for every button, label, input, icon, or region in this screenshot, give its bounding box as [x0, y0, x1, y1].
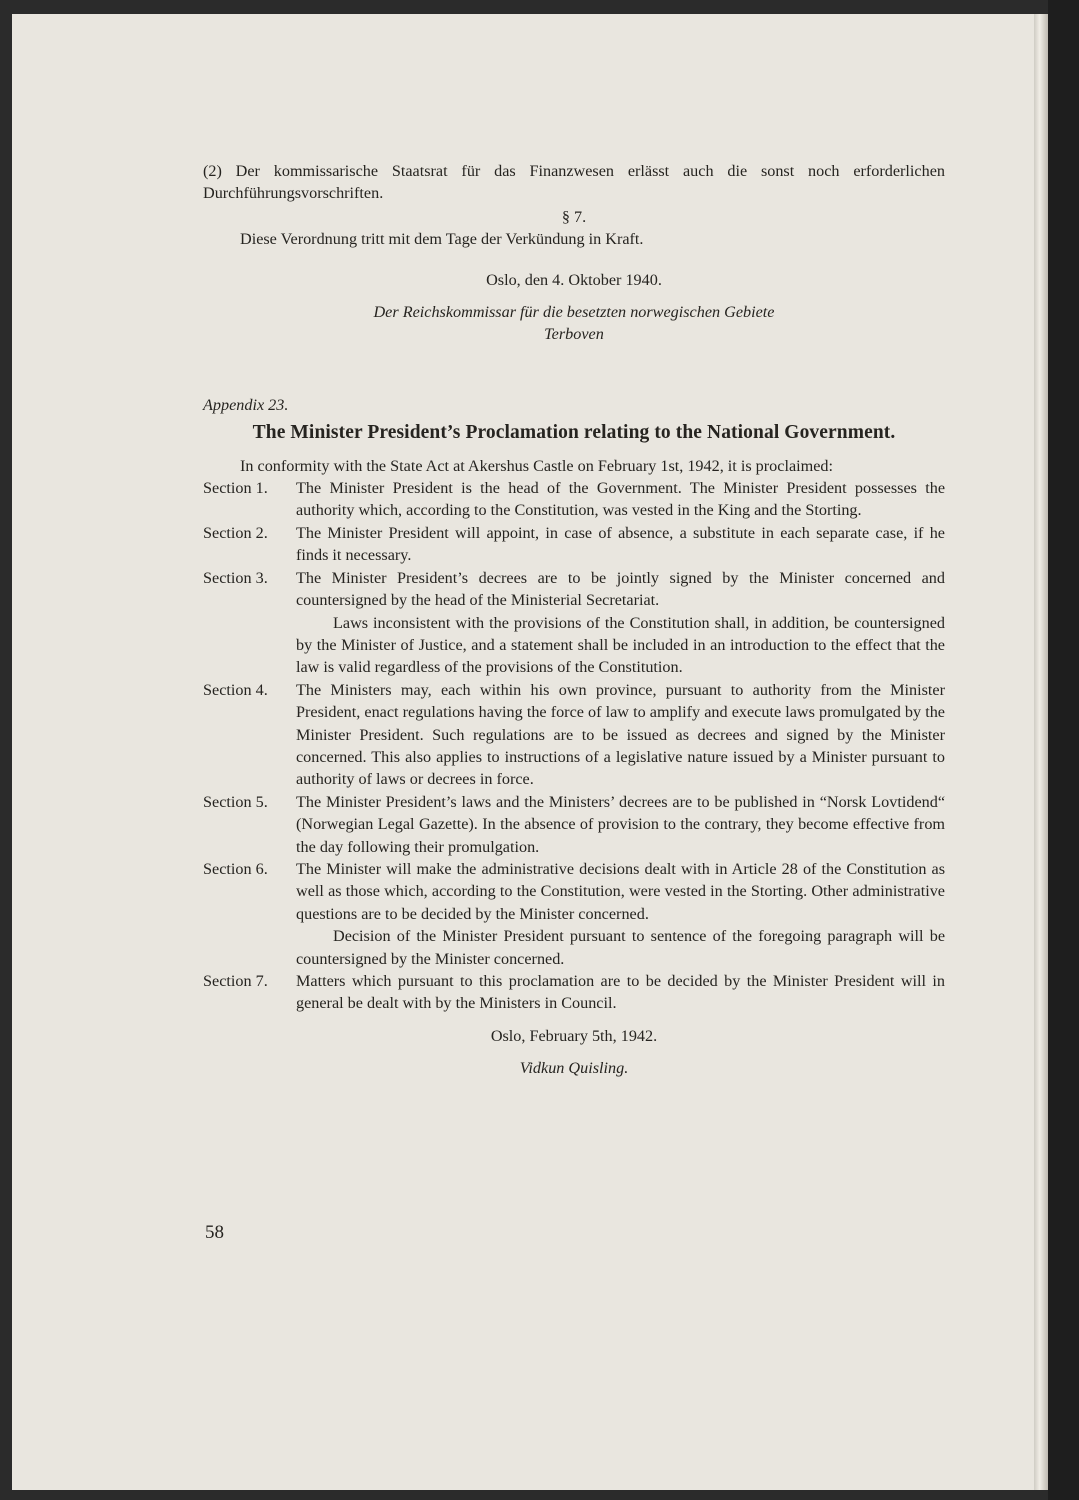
section-1	[203, 477, 945, 522]
section-text: The Minister President’s laws and the Ministers’ decrees are to be published in “Norsk Lovtidend“ (Norwegian Legal Gazette). In the absence of provision to the contrary, they become effective from the day following their promulgation.	[296, 792, 945, 856]
page-number: 58	[205, 1222, 224, 1243]
section-label: Section 1.	[203, 479, 268, 498]
page-edge	[1034, 14, 1048, 1490]
section-mark-7: § 7.	[561, 207, 587, 226]
section-4	[203, 679, 945, 791]
section-label: Section 3.	[203, 568, 268, 587]
section-label: Section 2.	[203, 523, 268, 542]
section-text: The Minister will make the administrative decisions dealt with in Article 28 of the Constitution as well as those which, according to the Constitution, were vested in the Storting. Other administrative questions are to be decided by the Minister concerned.	[296, 859, 945, 923]
scan-background-strip	[1048, 0, 1079, 1500]
appendix-signature: Vidkun Quisling.	[519, 1059, 629, 1078]
section-text: Matters which pursuant to this proclamation are to be decided by the Minister President will in general be dealt with by the Ministers in Council.	[296, 972, 945, 1013]
section-label: Section 4.	[203, 680, 268, 699]
section-6	[203, 858, 945, 925]
section-label: Section 5.	[203, 792, 268, 811]
appendix-title: The Minister President’s Proclamation relating to the National Government.	[252, 422, 896, 444]
page-content	[203, 160, 945, 1080]
section-6-continuation: Decision of the Minister President pursuant to sentence of the foregoing paragraph will be countersigned by the Minister concerned.	[296, 927, 945, 968]
german-signatory-name: Terboven	[544, 325, 604, 344]
german-signatory-title: Der Reichskommissar für die besetzten norwegischen Gebiete	[373, 303, 775, 322]
section-label: Section 7.	[203, 972, 268, 990]
section-text: The Minister President is the head of the Government. The Minister President possesses the authority which, according to the Constitution, was vested in the King and the Storting.	[296, 479, 945, 520]
appendix-intro: In conformity with the State Act at Akershus Castle on February 1st, 1942, it is proclaimed:	[240, 456, 833, 475]
german-place-date: Oslo, den 4. Oktober 1940.	[486, 270, 662, 289]
section-text: The Minister President will appoint, in case of absence, a substitute in each separate case, if he finds it necessary.	[296, 523, 945, 565]
german-final-clause: Diese Verordnung tritt mit dem Tage der Verkündung in Kraft.	[240, 230, 644, 249]
section-text: The Minister President’s decrees are to be jointly signed by the Minister concerned and countersigned by the head of the Ministerial Secretariat.	[296, 568, 945, 610]
german-paragraph-2: (2) Der kommissarische Staatsrat für das Finanzwesen erlässt auch die sonst noch erforderlichen Durchführungsvorschriften.	[203, 162, 945, 203]
appendix-place-date: Oslo, February 5th, 1942.	[490, 1026, 658, 1045]
section-2	[203, 522, 945, 567]
section-7	[203, 970, 945, 1015]
section-5	[203, 791, 945, 858]
section-3	[203, 567, 945, 612]
section-label: Section 6.	[203, 859, 268, 878]
section-text: The Ministers may, each within his own province, pursuant to authority from the Minister President, enact regulations having the force of law to amplify and execute laws promulgated by the Minister President. Such regulations are to be issued as decrees and signed by the Minister concerned. This also applies to instructions of a legislative nature issued by a Minister pursuant to authority of laws or decrees in force.	[296, 680, 945, 789]
section-3-continuation: Laws inconsistent with the provisions of the Constitution shall, in addition, be countersigned by the Minister of Justice, and a statement shall be included in an introduction to the effect that the law is valid regardless of the provisions of the Constitution.	[296, 613, 945, 677]
appendix-label: Appendix 23.	[203, 395, 289, 414]
